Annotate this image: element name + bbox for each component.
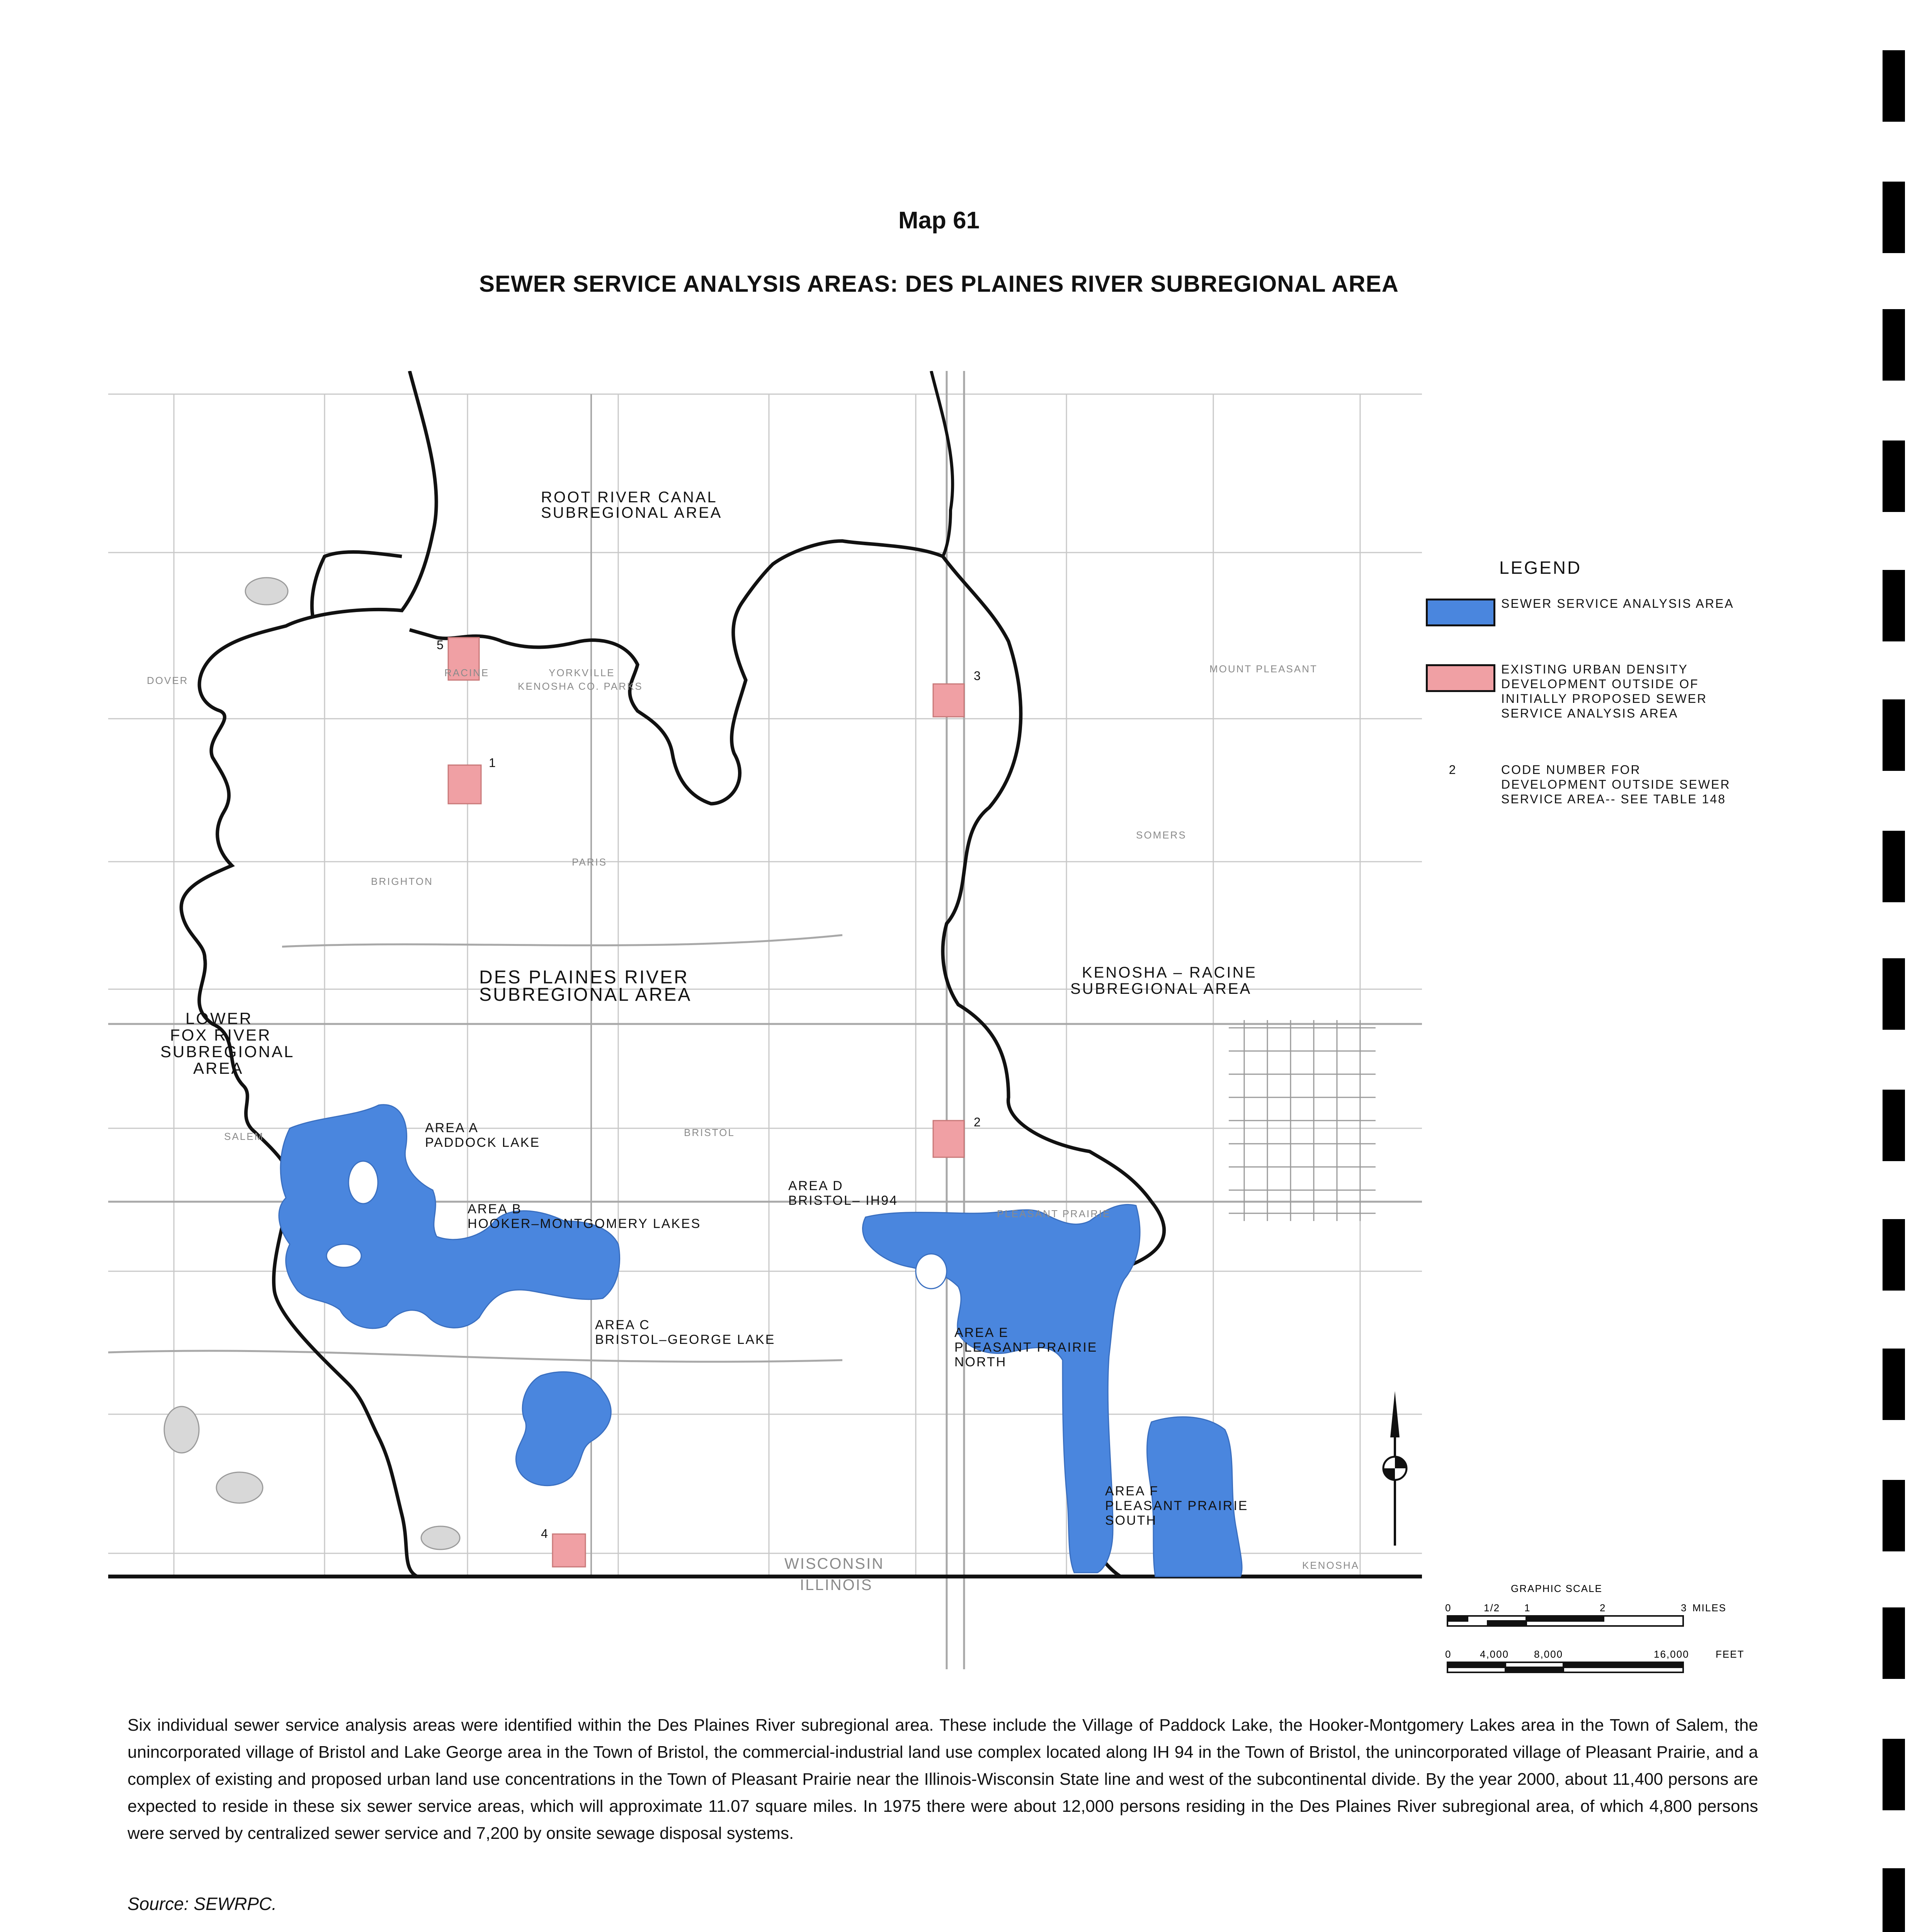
- binder-mark: [1883, 50, 1905, 122]
- legend-item-urban-development: [1426, 662, 1750, 762]
- map-caption: Six individual sewer service analysis areas were identified within the Des Plaines River subregional area. These include the Village of Paddock Lake, the Hooker-Montgomery Lakes area in the Town of Salem, the unincorporated village of Bristol and Lake George area in the Town of Bristol, the commercial-industrial land use complex located along IH 94 in the Town of Bristol, the unincorporated village of Pleasant Prairie, and a complex of existing and proposed urban land use concentrations in the Town of Pleasant Prairie near the Illinois-Wisconsin State line and west of the subcontinental divide. By the year 2000, about 11,400 persons are expected to reside in these six sewer service areas, which will approximate 11.07 square miles. In 1975 there were about 12,000 persons residing in the Des Plaines River subregional area, of which 4,800 persons were served by centralized sewer service and 7,200 by onsite sewage disposal systems.: [128, 1716, 1758, 1843]
- scale-tick-label: 3: [1681, 1602, 1687, 1614]
- label-area-a-2: PADDOCK LAKE: [425, 1135, 541, 1150]
- place-label-mount-pleasant: MOUNT PLEASANT: [1209, 663, 1318, 675]
- legend-swatch-blue: [1426, 599, 1495, 626]
- label-area-a-1: AREA A: [425, 1121, 479, 1135]
- development-box-3: [933, 684, 964, 717]
- place-label-bristol: BRISTOL: [684, 1127, 735, 1138]
- label-root-river-1: ROOT RIVER CANAL: [541, 489, 718, 506]
- label-area-b-2: HOOKER–MONTGOMERY LAKES: [468, 1216, 701, 1231]
- binder-mark: [1883, 831, 1905, 902]
- development-box-2: [933, 1121, 964, 1157]
- legend-swatch-pink: [1426, 664, 1495, 692]
- legend-label: EXISTING URBAN DENSITY DEVELOPMENT OUTSIDE OF INITIALLY PROPOSED SEWER SERVICE ANALYSIS AREA: [1501, 662, 1708, 720]
- place-label-racine: RACINE: [444, 667, 490, 679]
- label-area-f-3: SOUTH: [1105, 1513, 1157, 1528]
- scale-tick-label: 16,000: [1654, 1648, 1689, 1660]
- binder-mark: [1883, 440, 1905, 512]
- label-area-f-2: PLEASANT PRAIRIE: [1105, 1498, 1248, 1513]
- development-box-4: [553, 1534, 585, 1567]
- graphic-scale: [1445, 1580, 1762, 1684]
- binder-mark: [1883, 182, 1905, 253]
- legend-code: 2: [1449, 763, 1457, 777]
- label-lower-fox-3: SUBREGIONAL: [160, 1043, 295, 1061]
- binder-mark: [1883, 1480, 1905, 1551]
- binder-mark: [1883, 958, 1905, 1030]
- map-title: SEWER SERVICE ANALYSIS AREAS: DES PLAINES RIVER SUBREGIONAL AREA: [479, 271, 1399, 297]
- legend-title: LEGEND: [1499, 558, 1582, 578]
- map-figure: [108, 371, 1422, 1669]
- label-area-e-2: PLEASANT PRAIRIE: [954, 1340, 1098, 1355]
- place-label-somers: SOMERS: [1136, 829, 1187, 841]
- scale-unit: FEET: [1716, 1648, 1745, 1660]
- scale-unit: MILES: [1692, 1602, 1727, 1614]
- label-des-plaines-1: DES PLAINES RIVER: [479, 967, 689, 988]
- legend-item-code-number: [1426, 762, 1750, 828]
- scale-tick-label: 2: [1600, 1602, 1606, 1614]
- development-code: 3: [974, 669, 981, 683]
- legend-label: CODE NUMBER FOR DEVELOPMENT OUTSIDE SEWER SERVICE AREA-- SEE TABLE 148: [1501, 763, 1731, 806]
- binder-mark: [1883, 1739, 1905, 1810]
- scale-tick-label: 0: [1445, 1648, 1452, 1660]
- place-label-dover: DOVER: [147, 675, 189, 686]
- label-lower-fox-4: AREA: [193, 1059, 244, 1077]
- place-label-kenosha: KENOSHA: [1302, 1560, 1360, 1571]
- development-code: 1: [489, 756, 496, 770]
- label-kenosha-racine-2: SUBREGIONAL AREA: [1070, 980, 1252, 997]
- legend: [1426, 560, 1750, 828]
- binder-mark: [1883, 309, 1905, 381]
- map-svg: [108, 371, 1422, 1669]
- label-kenosha-racine-1: KENOSHA – RACINE: [1082, 964, 1257, 981]
- place-label-pleasant-prairie: PLEASANT PRAIRIE: [997, 1208, 1111, 1219]
- development-code: 2: [974, 1115, 981, 1129]
- label-area-d-1: AREA D: [788, 1179, 844, 1193]
- label-lower-fox-1: LOWER: [185, 1009, 253, 1027]
- label-area-c-2: BRISTOL–GEORGE LAKE: [595, 1332, 776, 1347]
- binder-mark: [1883, 570, 1905, 641]
- development-box-1: [448, 765, 481, 804]
- sewer-area-f: [1147, 1417, 1242, 1577]
- legend-label: SEWER SERVICE ANALYSIS AREA: [1501, 597, 1734, 611]
- binder-mark: [1883, 1219, 1905, 1291]
- place-label-salem: SALEM: [224, 1131, 264, 1142]
- scale-tick-label: 4,000: [1480, 1648, 1509, 1660]
- label-area-e-1: AREA E: [954, 1325, 1009, 1340]
- legend-item-sewer-area: [1426, 596, 1750, 662]
- binder-mark: [1883, 1607, 1905, 1679]
- map-number: Map 61: [898, 207, 980, 234]
- place-label-kenosha-co-parks: KENOSHA CO. PARKS: [518, 680, 643, 692]
- label-lower-fox-2: FOX RIVER: [170, 1026, 272, 1044]
- label-area-f-1: AREA F: [1105, 1484, 1159, 1498]
- scale-tick-label: 0: [1445, 1602, 1452, 1614]
- development-code: 5: [437, 638, 444, 652]
- label-area-c-1: AREA C: [595, 1318, 650, 1332]
- label-des-plaines-2: SUBREGIONAL AREA: [479, 985, 692, 1005]
- place-label-brighton: BRIGHTON: [371, 876, 433, 887]
- binder-mark: [1883, 1868, 1905, 1932]
- place-label-illinois: ILLINOIS: [800, 1577, 873, 1594]
- scale-tick-label: 1: [1524, 1602, 1531, 1614]
- scale-bar-feet: [1447, 1662, 1683, 1672]
- source-note: Source: SEWRPC.: [128, 1894, 277, 1914]
- development-code: 4: [541, 1527, 548, 1541]
- place-label-wisconsin: WISCONSIN: [784, 1555, 884, 1572]
- binder-mark: [1883, 1090, 1905, 1161]
- scale-tick-label: 8,000: [1534, 1648, 1563, 1660]
- binder-mark: [1883, 699, 1905, 771]
- label-area-e-3: NORTH: [954, 1355, 1007, 1369]
- label-root-river-2: SUBREGIONAL AREA: [541, 504, 723, 521]
- scale-tick-label: 1/2: [1484, 1602, 1500, 1614]
- place-label-yorkville: YORKVILLE: [549, 667, 615, 679]
- place-label-paris: PARIS: [572, 856, 607, 868]
- label-area-d-2: BRISTOL– IH94: [788, 1193, 898, 1208]
- label-area-b-1: AREA B: [468, 1202, 522, 1216]
- scale-bar-miles: [1447, 1616, 1683, 1626]
- binder-mark: [1883, 1349, 1905, 1420]
- scale-title: GRAPHIC SCALE: [1511, 1583, 1602, 1594]
